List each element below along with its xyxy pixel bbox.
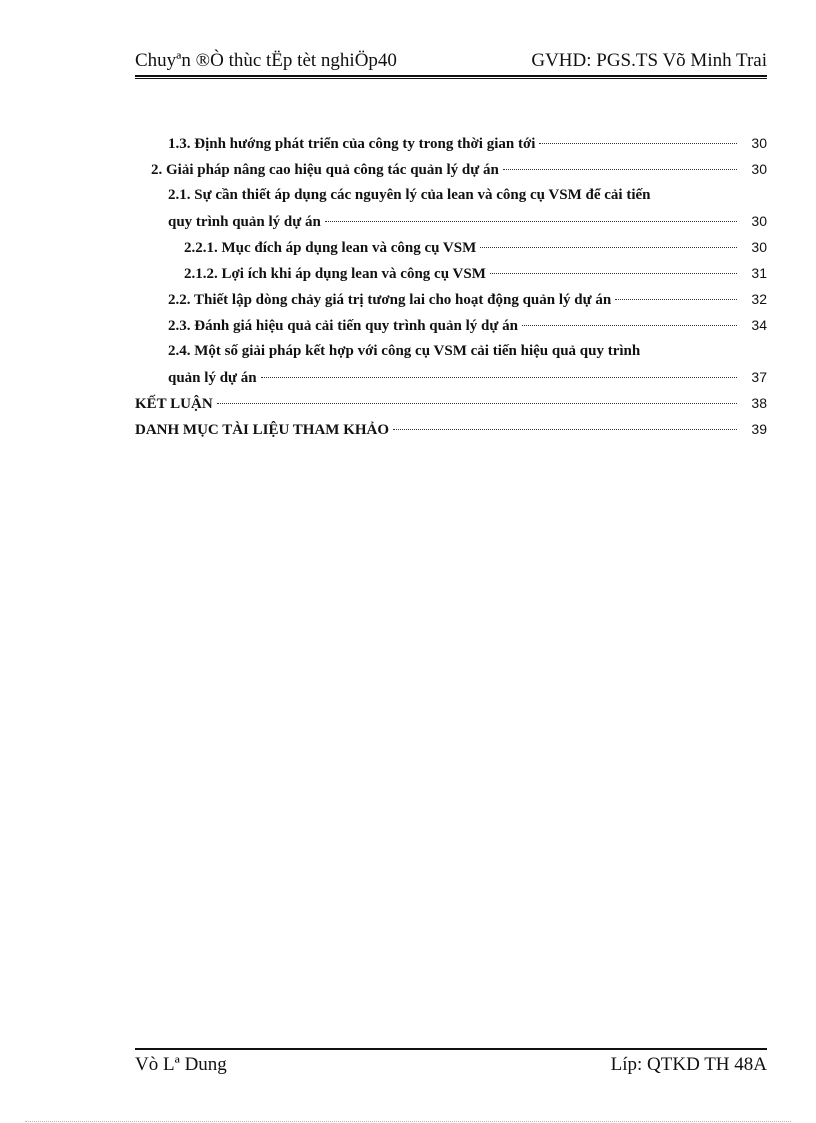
toc-entry-page: 32 xyxy=(751,291,767,307)
toc-entry-page: 39 xyxy=(751,421,767,437)
toc-entry-continuation[interactable] xyxy=(135,364,767,390)
toc-entry-title: 2.4. Một số giải pháp kết hợp với công cụ VSM cải tiến hiệu quả quy trình xyxy=(168,343,641,359)
toc-entry[interactable] xyxy=(135,338,767,364)
toc-entry-page: 34 xyxy=(751,317,767,333)
toc-entry[interactable] xyxy=(135,312,767,338)
toc-leader-dots xyxy=(503,168,737,170)
header-left-text: Chuyªn ®Ò thùc tËp tèt nghiÖp40 xyxy=(135,50,397,71)
toc-entry-title: 2.2. Thiết lập dòng chảy giá trị tương lai cho hoạt động quản lý dự án xyxy=(168,292,612,308)
toc-entry[interactable] xyxy=(135,234,767,260)
toc-entry-page: 30 xyxy=(751,213,767,229)
toc-entry-title: quy trình quản lý dự án xyxy=(168,214,321,230)
toc-entry[interactable] xyxy=(135,260,767,286)
toc-leader-dots xyxy=(490,272,737,274)
toc-entry[interactable] xyxy=(135,390,767,416)
toc-leader-dots xyxy=(325,220,737,222)
header-rule xyxy=(135,75,767,77)
toc-entry-title: 2.1.2. Lợi ích khi áp dụng lean và công cụ VSM xyxy=(184,266,486,282)
page-header xyxy=(135,50,767,72)
toc-leader-dots xyxy=(522,324,737,326)
toc-leader-dots xyxy=(539,142,737,144)
toc-entry-title: 2. Giải pháp nâng cao hiệu quả công tác quản lý dự án xyxy=(151,162,499,178)
toc-entry-title: KẾT LUẬN xyxy=(135,396,213,412)
toc-entry[interactable] xyxy=(135,130,767,156)
toc-leader-dots xyxy=(393,428,737,430)
footer-right-text: Líp: QTKD TH 48A xyxy=(610,1054,767,1075)
toc-leader-dots xyxy=(217,402,737,404)
toc-entry[interactable] xyxy=(135,182,767,208)
toc-entry-page: 30 xyxy=(751,135,767,151)
table-of-contents xyxy=(135,130,767,442)
toc-entry-title: 2.2.1. Mục đích áp dụng lean và công cụ VSM xyxy=(184,240,477,256)
toc-entry-page: 31 xyxy=(751,265,767,281)
toc-entry-title: DANH MỤC TÀI LIỆU THAM KHẢO xyxy=(135,422,390,438)
toc-leader-dots xyxy=(615,298,737,300)
footer-left-text: Vò Lª Dung xyxy=(135,1054,227,1075)
toc-entry[interactable] xyxy=(135,416,767,442)
toc-entry-title: 1.3. Định hướng phát triển của công ty trong thời gian tới xyxy=(168,136,536,152)
toc-entry-page: 37 xyxy=(751,369,767,385)
toc-entry-page: 30 xyxy=(751,239,767,255)
header-rule-thin xyxy=(135,78,767,79)
page-footer xyxy=(135,1053,767,1077)
toc-entry-title: 2.3. Đánh giá hiệu quả cải tiến quy trình quản lý dự án xyxy=(168,318,518,334)
toc-entry[interactable] xyxy=(135,156,767,182)
header-right-text: GVHD: PGS.TS Võ Minh Trai xyxy=(531,50,767,71)
toc-leader-dots xyxy=(261,376,737,378)
toc-entry-page: 30 xyxy=(751,161,767,177)
toc-entry-title: 2.1. Sự cần thiết áp dụng các nguyên lý của lean và công cụ VSM để cải tiến xyxy=(168,187,651,203)
toc-leader-dots xyxy=(480,246,737,248)
page-bottom-dotted-line xyxy=(25,1121,791,1122)
toc-entry-title: quản lý dự án xyxy=(168,370,257,386)
toc-entry[interactable] xyxy=(135,286,767,312)
toc-entry-continuation[interactable] xyxy=(135,208,767,234)
footer-rule xyxy=(135,1048,767,1050)
toc-entry-page: 38 xyxy=(751,395,767,411)
